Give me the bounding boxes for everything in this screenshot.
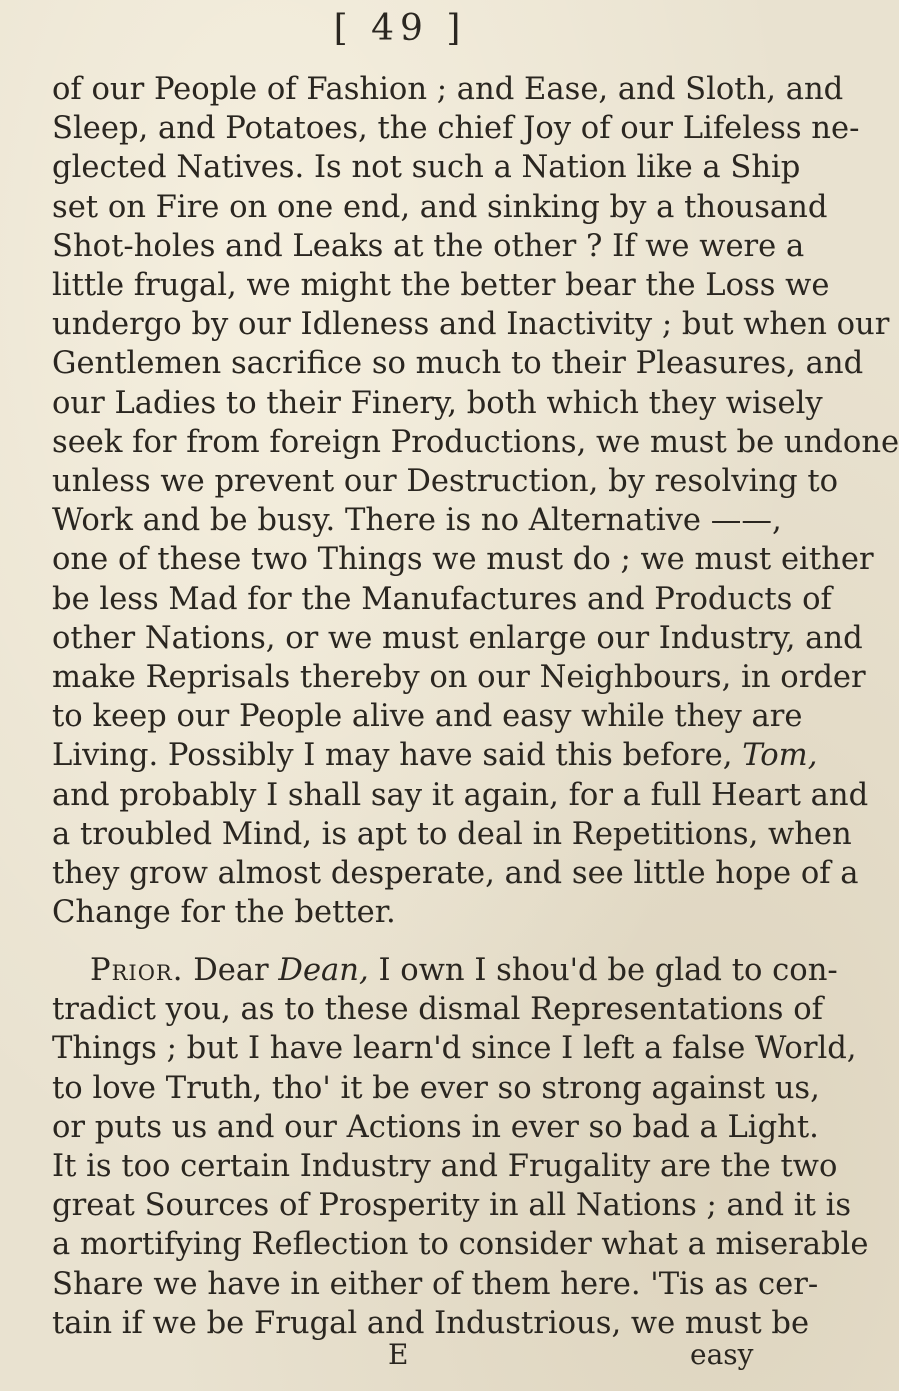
text-line: they grow almost desperate, and see little hope of a: [52, 856, 859, 892]
text-line: unless we prevent our Destruction, by resolving to: [52, 464, 839, 500]
text-line: Sleep, and Potatoes, the chief Joy of our Lifeless ne-: [52, 111, 860, 147]
text-line: a mortifying Reflection to consider what a miserable: [52, 1227, 869, 1263]
paragraph-2: [52, 951, 869, 1343]
page-footer: [0, 1338, 800, 1378]
catchword: easy: [690, 1338, 754, 1371]
text-line: set on Fire on one end, and sinking by a thousand: [52, 189, 828, 225]
text-line: or puts us and our Actions in ever so bad a Light.: [52, 1109, 819, 1145]
paragraph-1: [52, 70, 899, 932]
text-segment: Living. Possibly I may have said this before,: [52, 738, 733, 774]
text-line: our Ladies to their Finery, both which they wisely: [52, 385, 823, 421]
text-line: to keep our People alive and easy while they are: [52, 699, 803, 735]
text-line: Shot-holes and Leaks at the other ? If we were a: [52, 228, 805, 264]
italic-name: Tom,: [742, 738, 818, 774]
text-line: tain if we be Frugal and Industrious, we must be: [52, 1305, 810, 1341]
text-line: Gentlemen sacrifice so much to their Pleasures, and: [52, 346, 864, 382]
text-line: and probably I shall say it again, for a full Heart and: [52, 777, 869, 813]
text-line-with-italic: [52, 736, 818, 775]
text-line: glected Natives. Is not such a Nation like a Ship: [52, 150, 801, 186]
text-line: seek for from foreign Productions, we must be undone: [52, 424, 899, 460]
text-line: make Reprisals thereby on our Neighbours, in order: [52, 660, 866, 696]
page-number: [ 49 ]: [333, 8, 467, 49]
text-line: Change for the better.: [52, 895, 396, 931]
text-segment: Dear: [193, 953, 269, 988]
text-line: little frugal, we might the better bear the Loss we: [52, 268, 830, 304]
text-line: tradict you, as to these dismal Representations of: [52, 992, 823, 1028]
text-line: Work and be busy. There is no Alternative ——,: [52, 503, 782, 539]
speaker-name: Prior.: [90, 953, 184, 988]
text-line: undergo by our Idleness and Inactivity ; but when our: [52, 307, 890, 343]
text-segment: I own I shou'd be glad to con-: [378, 953, 838, 988]
signature-mark: E: [388, 1338, 409, 1371]
text-line: of our People of Fashion ; and Ease, and Sloth, and: [52, 72, 844, 107]
italic-addressee: Dean,: [278, 953, 369, 988]
text-line: Things ; but I have learn'd since I left a false World,: [52, 1031, 857, 1067]
text-line: Share we have in either of them here. 'Tis as cer-: [52, 1266, 819, 1302]
dialogue-opening-line: [52, 951, 838, 990]
text-line: be less Mad for the Manufactures and Products of: [52, 581, 832, 617]
text-line: a troubled Mind, is apt to deal in Repetitions, when: [52, 816, 852, 852]
text-line: great Sources of Prosperity in all Nations ; and it is: [52, 1188, 852, 1224]
text-line: one of these two Things we must do ; we must either: [52, 542, 874, 578]
text-line: to love Truth, tho' it be ever so strong against us,: [52, 1070, 820, 1106]
text-line: other Nations, or we must enlarge our Industry, and: [52, 620, 863, 656]
text-line: It is too certain Industry and Frugality are the two: [52, 1149, 838, 1185]
